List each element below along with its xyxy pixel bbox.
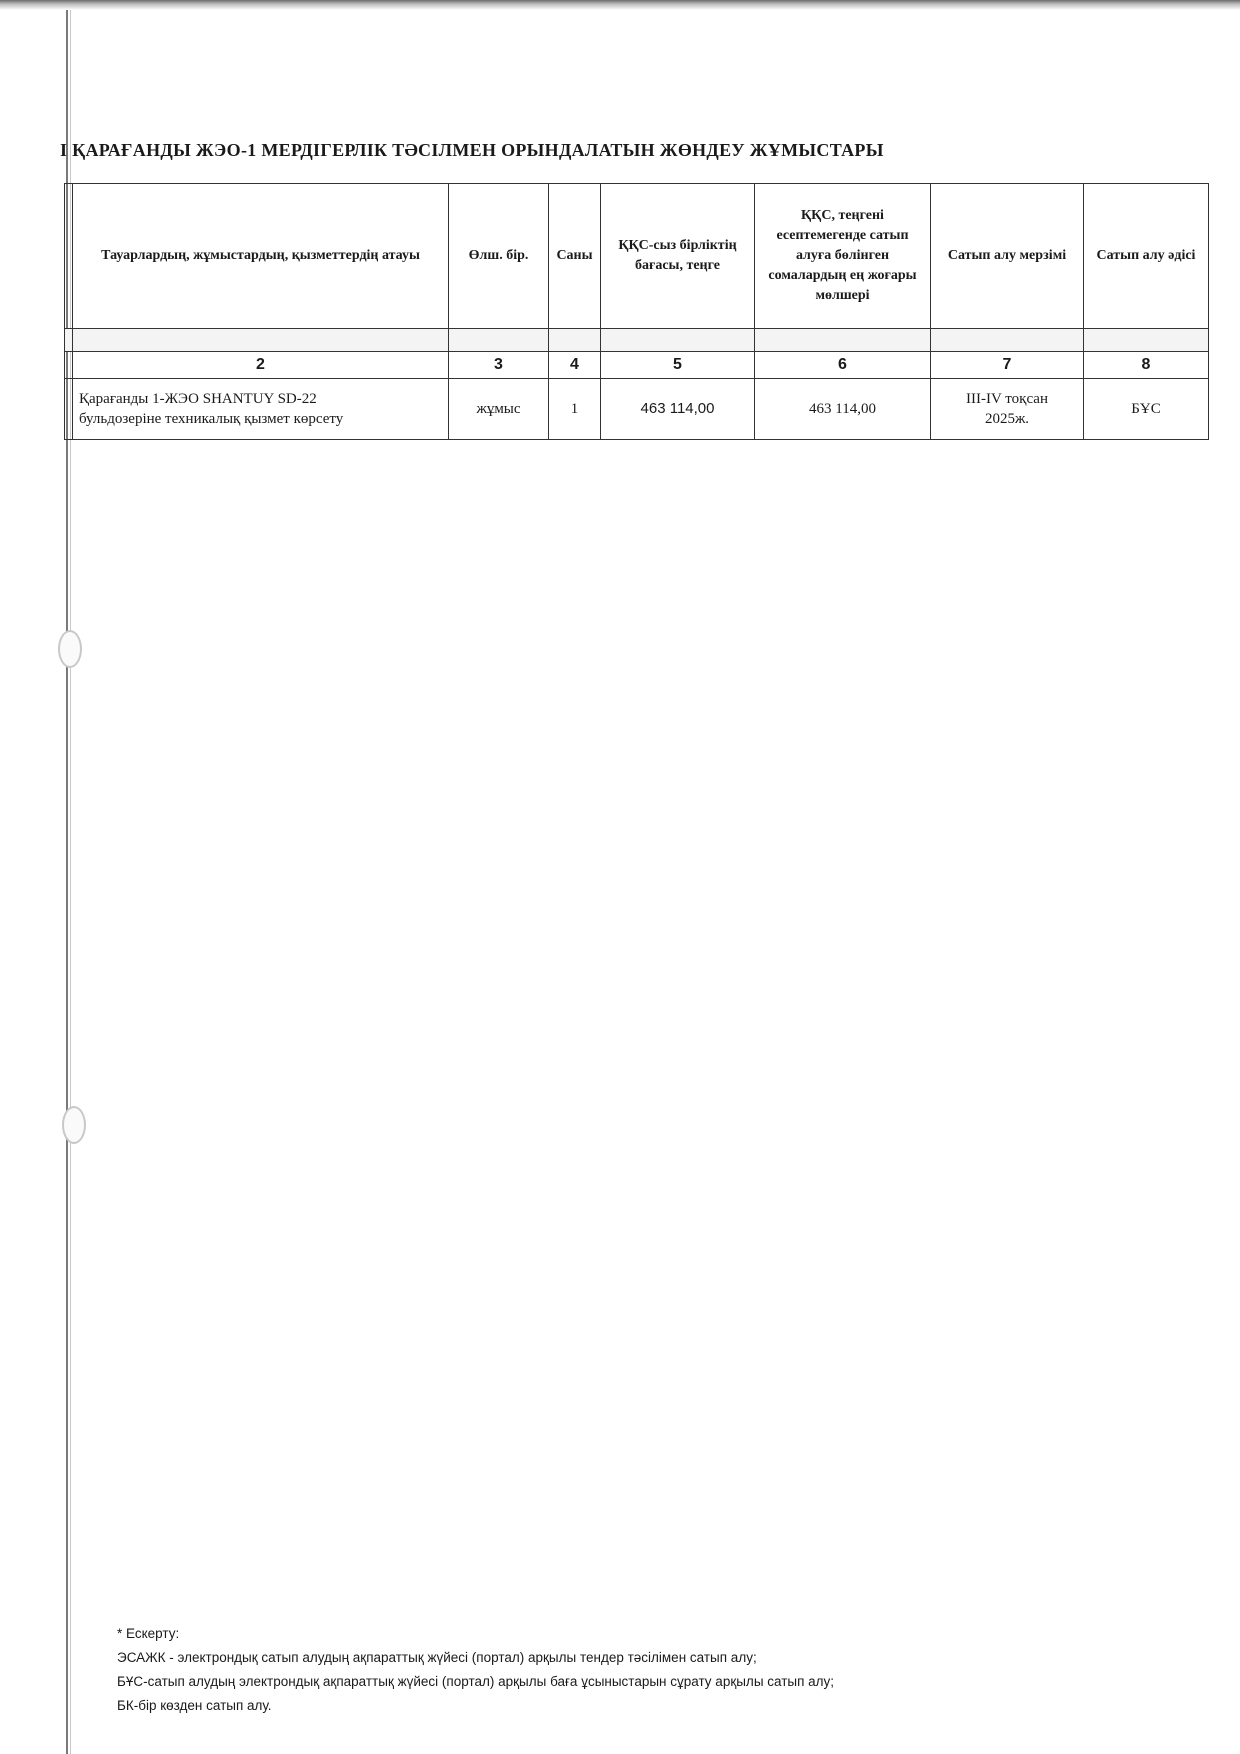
- header-qty: Саны: [549, 184, 601, 329]
- header-period: Сатып алу мерзімі: [931, 184, 1084, 329]
- table-header-row: [65, 184, 1209, 329]
- spacer-cell: [931, 329, 1084, 352]
- punch-hole: [62, 1106, 86, 1144]
- row-name-line: Қарағанды 1-ЖЭО SHANTUY SD-22: [79, 391, 317, 407]
- table-row: [65, 379, 1209, 440]
- row-index-cell: [65, 379, 73, 440]
- footnote-line: ЭСАЖК - электрондық сатып алудың ақпараттық жүйесі (портал) арқылы тендер тәсілімен сатып алу;: [117, 1650, 757, 1665]
- header-price: ҚҚС-сыз бірліктің бағасы, теңге: [601, 184, 755, 329]
- footnote-line: БК-бір көзден сатып алу.: [117, 1698, 272, 1713]
- row-period: [931, 379, 1084, 440]
- spacer-cell: [755, 329, 931, 352]
- table-spacer-row: [65, 329, 1209, 352]
- row-qty: 1: [549, 379, 601, 440]
- header-unit: Өлш. бір.: [449, 184, 549, 329]
- footnote-heading: * Ескерту:: [117, 1626, 180, 1641]
- header-cell-index: [65, 184, 73, 329]
- row-name-line: бульдозеріне техникалық қызмет көрсету: [79, 411, 344, 427]
- row-price: 463 114,00: [601, 379, 755, 440]
- header-max-amount: ҚҚС, теңгені есептемегенде сатып алуға бөлінген сомалардың ең жоғары мөлшері: [755, 184, 931, 329]
- row-max-amount: 463 114,00: [755, 379, 931, 440]
- row-name: [73, 379, 449, 440]
- footnote: [117, 1622, 1117, 1718]
- row-unit: жұмыс: [449, 379, 549, 440]
- footnote-line: БҰС-сатып алудың электрондық ақпараттық жүйесі (портал) арқылы баға ұсыныстарын сұрату арқылы сатып алу;: [117, 1674, 835, 1689]
- column-number-cell: 6: [755, 352, 931, 379]
- scan-top-edge: [0, 0, 1240, 10]
- column-number-cell: 3: [449, 352, 549, 379]
- spacer-cell: [73, 329, 449, 352]
- document-title: І ҚАРАҒАНДЫ ЖЭО-1 МЕРДІГЕРЛІК ТӘСІЛМЕН ОРЫНДАЛАТЫН ЖӨНДЕУ ЖҰМЫСТАРЫ: [60, 140, 884, 160]
- procurement-table: [64, 183, 1209, 440]
- column-number-cell: 4: [549, 352, 601, 379]
- row-method: БҰС: [1084, 379, 1209, 440]
- spacer-cell: [65, 329, 73, 352]
- spacer-cell: [549, 329, 601, 352]
- column-number-cell: 8: [1084, 352, 1209, 379]
- spacer-cell: [1084, 329, 1209, 352]
- row-period-line: 2025ж.: [984, 411, 1030, 427]
- spacer-cell: [449, 329, 549, 352]
- column-number-cell: 5: [601, 352, 755, 379]
- column-number-cell: 7: [931, 352, 1084, 379]
- spacer-cell: [601, 329, 755, 352]
- header-name: Тауарлардың, жұмыстардың, қызметтердің атауы: [73, 184, 449, 329]
- column-number-cell: 2: [73, 352, 449, 379]
- punch-hole: [58, 630, 82, 668]
- header-method: Сатып алу әдісі: [1084, 184, 1209, 329]
- row-period-line: III-IV тоқсан: [966, 391, 1048, 407]
- column-number-cell: [65, 352, 73, 379]
- column-number-row: [65, 352, 1209, 379]
